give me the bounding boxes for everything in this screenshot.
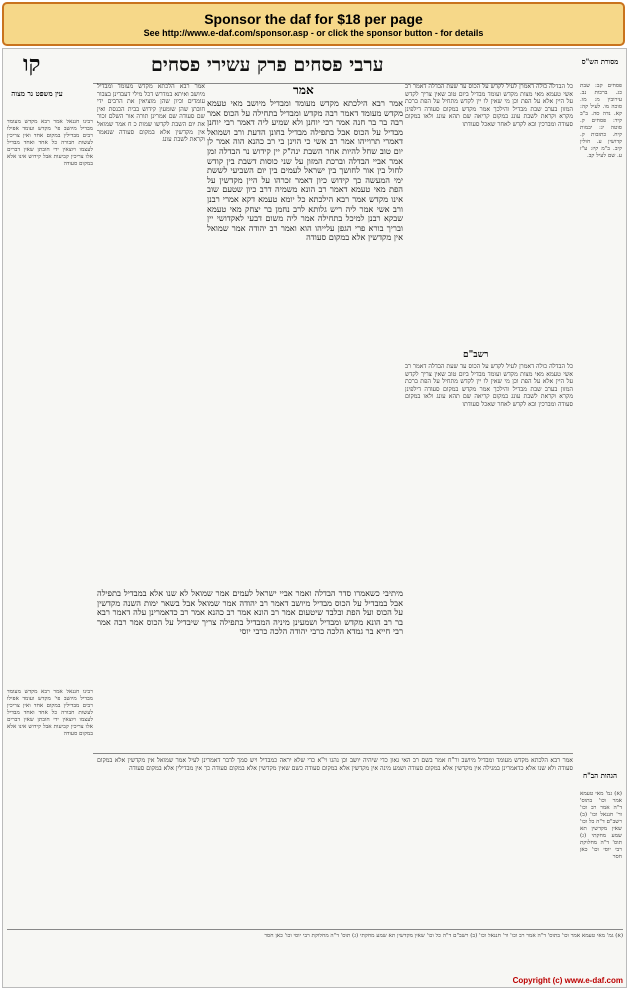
page-number: קו [23,51,41,77]
left-commentary-top: רבינו חננאל אמר רבא מקדש מעומד מבדיל מיושב פי' מקדש ועומד אפילו רבים מבדילין במקום אחד ואין צריכין לעשות חבורה כל אחד ואחד מבדיל לעצמו ויוצאין ידי חובתן שאין דברים אלו צריכין קביעות אבל קידוש אינו אלא במקום סעודה [7,119,93,167]
footnote-rule [7,929,623,930]
footnotes: (א) גמ' מאי טעמא אמר וכו' בתוס' ד"ה אמר רב וכו' ור' חננאל וכו' (ב) רשב"ם ד"ה כל וכו' שאין מקדשין תא שמע מחקתי (ג) תוס' ד"ה מחלוקת רבי יוסי וכו' כאן חסר [264,933,623,939]
right-margin-label: מסורת הש"ס [581,57,619,66]
bottom-rule [93,753,573,754]
chapter-title: ערבי פסחים פרק עשירי פסחים [151,54,384,76]
hagahot-text: (א) גמ' מאי טעמא אמר וכו' בתוס' ד"ה אמר רב וכו' ור' חננאל וכו' (ב) רשב"ם ד"ה כל וכו' שאין מקדשין תא שמע מחקתי (ג) תוס' ד"ה מחלוקת רבי יוסי וכו' כאן חסר [580,791,622,860]
rashbam-column-bottom: כל הבדלה כולה דאמרן לעיל לקדש על הכוס עד שעת הבדלה דאמר רב אשי טעמא מאי מצות מקדש ועומד מבדיל ביום טוב שאין צריך לקדש על היין אלא על הפת וכן מי שאין לו יין לקדש מתחיל על הפת ברכת המזון בערב שבת מבדיל והילכך אמר מקדש במקום סעודה דילפינן מקרא וקראת לשבת עונג במקום קריאה שם תהא עונג ולאו במקום סעודה ומברכין ובא לקדש לאחר שאכל סעודתו [405,363,573,408]
sponsor-banner[interactable] [2,2,625,46]
bottom-commentary: אמר רבא הלכתא מקדש מעומד ומבדיל מיושב ור"ח אמר בשם רב האי גאון כדי שיהיה יושב וכן נהגו וי"א כדי שלא יראה כמבדיל ויש סמך לדבר דאמרינן לעיל אמר שמואל אין מקדשין אלא במקום סעודה ולא שנו אלא כדאמרינן במגילה אין מקדשין אלא במקום סעודה ושמע מינה אין מקדשין אלא במקום סעודה כשם שאין מקדשין אלא במקום סעודה כך אין מבדילין אלא במקום סעודה [97,757,573,772]
tosafot-column: אמר רבא הלכתא מקדש מעומד ומבדיל מיושב ואיתא במדרש דכל מילי דעבדינן בצבור עומדים וכיון שהן מוציאין את הרבים ידי חובתן שהן שומעין קידוש בבית הכנסת ואין שם סעודה שם אמרינן תורה אור השלם זכור את יום השבת לקדשו שמות כ ח אמר שמואל אין מקדשין אלא במקום סעודה שנאמר וקראת לשבת עונג [97,83,205,144]
rashbam-column-top: כל הבדלה כולה דאמרן לעיל לקדש על הכוס עד שעת הבדלה דאמר רב אשי טעמא מאי מצות מקדש ועומד מבדיל ביום טוב שאין צריך לקדש על היין אלא על הפת וכן מי שאין לו יין לקדש מתחיל על הפת ברכת המזון בערב שבת מבדיל והילכך אמר מקדש במקום סעודה דילפינן מקרא וקראת לשבת עונג במקום קריאה שם תהא עונג ולאו במקום סעודה ומברכין ובא לקדש לאחר שאכל סעודתו [405,83,573,128]
right-margin-references: פסחים קב: שבת כג. ברכות נב. עירובין מ: מו. סוכה מו. לעיל קה: קא. נדה סה. ב"ב קיד: פסחים ק. סוטה יג: יבמות קיח. כתובות ק. קדושין ע. חולין קיב. ב"מ קיז: ע"ז ע. שם לעיל קב. [580,83,622,159]
rashbam-title: רשב"ם [463,350,489,360]
rabbeinu-chananel: רבינו חננאל אמר רבא מקדש מעומד מבדיל מיושב פי' מקדש ועומד אפילו רבים מבדילין במקום אחד ואין צריכין לעשות חבורה כל אחד ואחד מבדיל לעצמו ויוצאין ידי חובתן שאין דברים אלו צריכין קביעות אבל קידוש אינו אלא במקום סעודה [7,689,93,737]
sponsor-title[interactable]: Sponsor the daf for $18 per page [204,11,423,27]
gemara-text-wide: מיתיבי כשאמרו סדר הבדלה ואמר אביי ישראל לעמים אמר שמואל לא שנו אלא במבדיל בתפילה אבל במבדיל על הכוס מבדיל מיושב דאמר רב יהודה אמר שמואל אבל בשאר ימות השנה מקדשין על הכוס ועל הפת ובלבד שיטעום אמר רב הונא אמר רב כהנא אמר רב כדאמרינן עלה דאמר רבא בר רב הונא מקדש ומבדיל ושמעינן מיניה המבדיל בתפילה צריך שיבדיל על הכוס אמר רבה אמר רבי חייא בר גמדא הלכה כרבי יהודה הלכה כרבי יוסי [97,589,403,637]
gemara-opening-word: אמר [293,83,314,97]
copyright-notice: Copyright (c) www.e-daf.com [512,976,623,985]
left-margin-label: עין משפט נר מצוה [11,89,63,98]
hagahot-title: הגהות הב"ח [582,771,618,780]
gemara-text: אמר רבא הילכתא מקדש מעומד ומבדיל מיושב מאי טעמא מקדש מעומד דאמר רבה מקדש ומבדיל בתחילה על הכוס אמר רבה בר בר חנה אמר רבי יוחנן ולא שמיע ליה דאמר רבי יוחנן מבדיל על הכוס אבל בתפילה מבדיל בחונן הדעת ורב ושמואל דאמרי תרוייהו אמר רב אשי כי הוינן בי רב כהנא הוה אמר לן יום טוב שחל להיות אחר השבת ינה"ק יין קידוש נר הבדלה זמן אמר אביי הבדלה וברכת המזון על שני כוסות דשבת בין קודש לחול בין אור לחושך בין ישראל לעמים בין יום השביעי לששת ימי המעשה כך קידוש כיון דאמר זכרהו על היין מקדשין על הפת מאי טעמא דאמר רב הונא משמיה דרב כיון שטעם שוב אינו מקדש אמר רבא הילכתא כל יומא טעמא דקא אמרי רבנן ורב אשי אמר ליה ריש גלותא לרב נחמן בר יצחק מאי טעמא שבקא רבנן למיכל בתחילה אמר ליה משום דבעי לאקדושי יין ובריך בורא פרי הגפן עלייהו הוא ואמר רב יהודה אמר שמואל אין מקדשין אלא במקום סעודה [207,99,403,243]
sponsor-subtitle[interactable]: See http://www.e-daf.com/sponsor.asp - or click the sponsor button - for details [143,28,484,38]
talmud-page [2,48,627,988]
